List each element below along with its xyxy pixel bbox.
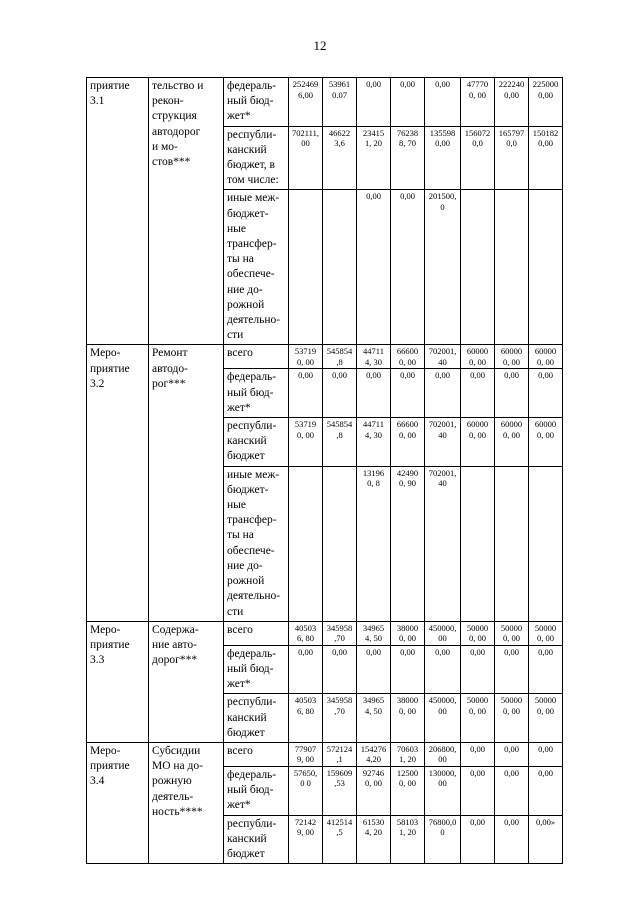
amount-cell: 0,00 [495,766,529,815]
amount-cell: 0,00» [529,815,563,864]
funding-source: рожной [227,298,265,311]
funding-source: бюджет [227,726,265,739]
amount-cell: 762388, 70 [391,126,425,190]
funding-source: республи- [227,696,277,709]
amount-cell: 702001, 40 [425,466,461,621]
amount-cell: 537190, 00 [289,345,323,369]
amount-cell: 159609 ,53 [323,766,357,815]
event-name: ние авто- [152,638,197,651]
amount-cell: 150182 0,00 [529,126,563,190]
amount-cell: 447114, 30 [357,418,391,467]
amount-cell: 53961 0.07 [323,78,357,127]
amount-cell: 380000, 00 [391,621,425,645]
amount-cell: 706031, 20 [391,742,425,766]
funding-source: ты на [227,253,254,266]
amount-cell: 0,00 [357,190,391,345]
event-name-cell [149,621,224,742]
amount-cell: 721429, 00 [289,815,323,864]
event-name: тельство и [152,80,204,92]
funding-source-cell [224,645,289,694]
funding-source-cell [224,621,289,645]
event-name: стов*** [152,156,191,169]
funding-source: республи- [227,817,277,830]
amount-cell: 572124 ,1 [323,742,357,766]
amount-cell: 412514 ,5 [323,815,357,864]
amount-cell: 424900, 90 [391,466,425,621]
budget-table [86,77,563,864]
table-row [87,345,563,369]
funding-source-cell [224,742,289,766]
amount-cell: 206800, 00 [425,742,461,766]
amount-cell [495,190,529,345]
event-name: ность**** [152,805,203,818]
event-label: Меро- [90,744,121,757]
funding-source: бюджет, в [227,159,275,172]
amount-cell: 0,00 [323,369,357,418]
event-label: приятие [90,760,130,773]
table-row [87,78,563,127]
funding-source: федераль- [227,647,277,660]
amount-cell: 154276 4,20 [357,742,391,766]
event-name: рекон- [152,95,184,108]
event-label: Меро- [90,347,121,360]
event-name: МО на до- [152,760,203,773]
event-name: рог*** [152,377,186,390]
amount-cell: 130000, 00 [425,766,461,815]
event-label: Меро- [90,623,121,636]
amount-cell: 779079, 00 [289,742,323,766]
funding-source: ные [227,499,246,512]
amount-cell: 234151, 20 [357,126,391,190]
amount-cell: 600000, 00 [529,345,563,369]
event-name-cell [149,78,224,345]
page-number: 12 [313,38,327,53]
funding-source: всего [227,347,253,360]
amount-cell: 0,00 [461,645,495,694]
amount-cell: 380000, 00 [391,694,425,743]
amount-cell: 702111, 00 [289,126,323,190]
amount-cell: 135598 0,00 [425,126,461,190]
amount-cell [529,466,563,621]
amount-cell: 447114, 30 [357,345,391,369]
funding-source: бюджет- [227,207,269,220]
amount-cell: 500000, 00 [495,694,529,743]
funding-source: иные меж- [227,468,280,481]
amount-cell: 0,00 [289,645,323,694]
funding-source: обеспече- [227,268,275,281]
amount-cell: 600000, 00 [529,418,563,467]
amount-cell [495,466,529,621]
amount-cell: 345958 ,70 [323,621,357,645]
amount-cell: 0,00 [289,369,323,418]
funding-source: ный бюд- [227,662,274,675]
amount-cell: 702001, 40 [425,418,461,467]
funding-source: всего [227,744,253,757]
amount-cell: 545854 ,8 [323,418,357,467]
amount-cell: 0,00 [323,645,357,694]
amount-cell: 600000, 00 [495,345,529,369]
amount-cell: 0,00 [425,369,461,418]
amount-cell: 222240 0,00 [495,78,529,127]
funding-source: всего [227,623,253,636]
amount-cell: 405036, 80 [289,694,323,743]
amount-cell [529,190,563,345]
amount-cell: 0,00 [495,645,529,694]
funding-source: канский [227,143,267,156]
amount-cell: 500000, 00 [529,621,563,645]
amount-cell: 345958 ,70 [323,694,357,743]
amount-cell: 0,00 [529,645,563,694]
amount-cell: 0,00 [391,190,425,345]
amount-cell: 0,00 [391,369,425,418]
event-label: 3.1 [90,95,105,108]
funding-source: федераль- [227,371,277,384]
amount-cell: 702001, 40 [425,345,461,369]
funding-source: канский [227,832,267,845]
event-name: струкция [152,110,197,123]
amount-cell: 0,00 [357,645,391,694]
amount-cell: 405036, 80 [289,621,323,645]
funding-source-cell [224,345,289,369]
amount-cell: 76800,0 0 [425,815,461,864]
funding-source: иные меж- [227,192,280,205]
funding-source-cell [224,369,289,418]
event-name-cell [149,345,224,621]
amount-cell: 165797 0,0 [495,126,529,190]
amount-cell: 0,00 [461,766,495,815]
amount-cell: 0,00 [529,742,563,766]
funding-source: деятельно- [227,314,281,327]
amount-cell [461,190,495,345]
amount-cell: 57650,0 0 [289,766,323,815]
amount-cell: 46622 3,6 [323,126,357,190]
event-label: 3.2 [90,377,105,390]
funding-source: трансфер- [227,514,277,527]
event-cell [87,742,149,863]
amount-cell: 0,00 [461,742,495,766]
amount-cell: 0,00 [391,645,425,694]
amount-cell: 545854 ,8 [323,345,357,369]
event-name: Содержа- [152,623,199,636]
amount-cell: 477700, 00 [461,78,495,127]
funding-source-cell [224,694,289,743]
funding-source-cell [224,190,289,345]
funding-source: канский [227,711,267,724]
funding-source: жет* [227,401,251,414]
table-row [87,621,563,645]
funding-source: жет* [227,799,251,812]
funding-source-cell [224,815,289,864]
amount-cell: 615304, 20 [357,815,391,864]
amount-cell: 0,00 [461,369,495,418]
event-name: рожную [152,775,192,788]
funding-source: трансфер- [227,238,277,251]
amount-cell: 0,00 [495,369,529,418]
amount-cell: 349654, 50 [357,694,391,743]
event-name: дорог*** [152,654,198,667]
funding-source: ные [227,222,246,235]
event-label: приятие [90,362,130,375]
amount-cell: 927460, 00 [357,766,391,815]
funding-source: ный бюд- [227,95,274,108]
amount-cell: 131960, 8 [357,466,391,621]
amount-cell: 201500, 0 [425,190,461,345]
amount-cell: 349654, 50 [357,621,391,645]
event-label: 3.4 [90,775,105,788]
amount-cell [461,466,495,621]
amount-cell: 225000 0,00 [529,78,563,127]
amount-cell: 500000, 00 [495,621,529,645]
amount-cell: 0,00 [425,645,461,694]
amount-cell: 581031, 20 [391,815,425,864]
event-cell [87,78,149,345]
amount-cell: 0,00 [357,369,391,418]
funding-source: бюджет [227,450,265,463]
amount-cell: 0,00 [425,78,461,127]
event-name: Субсидии [152,744,201,757]
amount-cell: 125000, 00 [391,766,425,815]
amount-cell: 666000, 00 [391,345,425,369]
funding-source-cell [224,466,289,621]
amount-cell [323,190,357,345]
amount-cell: 600000, 00 [495,418,529,467]
amount-cell: 0,00 [529,766,563,815]
funding-source: деятельно- [227,590,281,603]
amount-cell: 600000, 00 [461,418,495,467]
amount-cell: 500000, 00 [529,694,563,743]
funding-source: ние до- [227,559,263,572]
funding-source: обеспече- [227,544,275,557]
funding-source-cell [224,78,289,127]
event-label: 3.3 [90,654,105,667]
amount-cell: 450000, 00 [425,621,461,645]
event-label: приятие [90,80,130,92]
funding-source-cell [224,126,289,190]
event-name: Ремонт [152,347,188,360]
funding-source: сти [227,329,244,342]
funding-source: ты на [227,529,254,542]
funding-source: рожной [227,575,265,588]
event-name-cell [149,742,224,863]
amount-cell: 156072 0,0 [461,126,495,190]
amount-cell: 0,00 [495,742,529,766]
event-name: автодорог [152,125,201,138]
amount-cell: 0,00 [495,815,529,864]
amount-cell: 450000, 00 [425,694,461,743]
event-label: приятие [90,638,130,651]
amount-cell: 0,00 [529,369,563,418]
event-cell [87,345,149,621]
funding-source: канский [227,435,267,448]
funding-source: ние до- [227,283,263,296]
event-name: и мо- [152,140,178,153]
amount-cell [323,466,357,621]
funding-source: жет* [227,678,251,691]
funding-source: республи- [227,420,277,433]
funding-source: сти [227,605,244,618]
amount-cell [289,190,323,345]
event-name: автодо- [152,362,188,375]
funding-source: бюджет- [227,483,269,496]
funding-source-cell [224,766,289,815]
event-cell [87,621,149,742]
amount-cell: 537190, 00 [289,418,323,467]
funding-source-cell [224,418,289,467]
amount-cell: 252469 6,00 [289,78,323,127]
funding-source: жет* [227,110,251,123]
funding-source: том числе: [227,174,279,187]
amount-cell: 666000, 00 [391,418,425,467]
amount-cell: 0,00 [461,815,495,864]
funding-source: ный бюд- [227,784,274,797]
funding-source: ный бюд- [227,386,274,399]
amount-cell [289,466,323,621]
amount-cell: 0,00 [391,78,425,127]
table-row [87,742,563,766]
amount-cell: 500000, 00 [461,694,495,743]
event-name: деятель- [152,790,194,803]
funding-source: бюджет [227,847,265,860]
amount-cell: 500000, 00 [461,621,495,645]
funding-source: федераль- [227,80,277,92]
amount-cell: 0,00 [357,78,391,127]
funding-source: федераль- [227,768,277,781]
funding-source: республи- [227,128,277,141]
amount-cell: 600000, 00 [461,345,495,369]
